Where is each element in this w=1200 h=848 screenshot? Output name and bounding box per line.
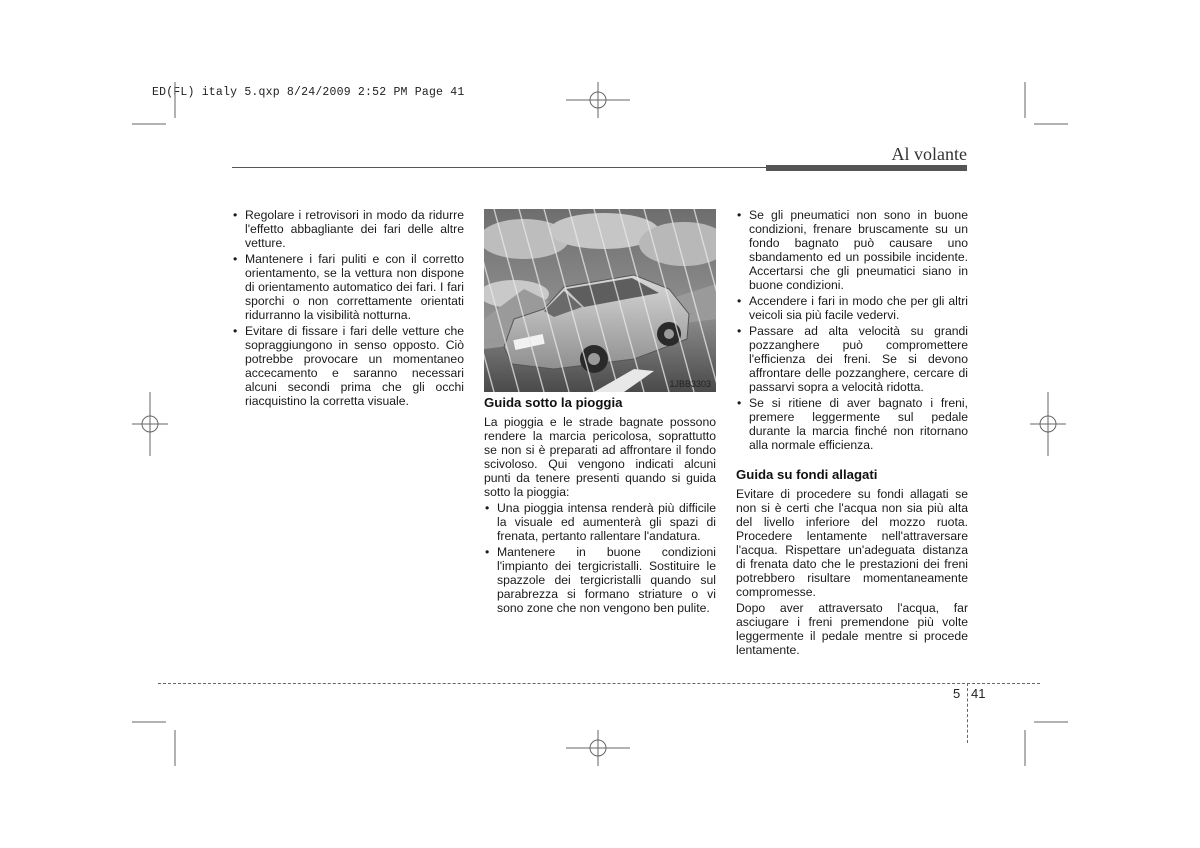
flooded-roads-paragraph: Evitare di procedere su fondi allagati se non si è certi che l'acqua non sia più alta del livello inferiore del mozzo ruota. Procedere lentamente nell'attraversare l'acqua. Rispettare un'adeguata distanza di frenata dato che le prestazioni dei freni potrebbero risultare momentaneamente compromesse. [736, 487, 968, 599]
wet-road-tips-list [736, 208, 968, 452]
headlight-tips-list [232, 208, 464, 408]
rain-driving-heading: Guida sotto la pioggia [484, 395, 623, 410]
column-1 [232, 208, 464, 410]
flooded-roads-paragraph: Dopo aver attraversato l'acqua, far asciugare i freni premendone più volte leggermente il pedale mentre si procede lentamente. [736, 601, 968, 657]
column-3 [736, 208, 968, 657]
list-item: • Se gli pneumatici non sono in buone condizioni, frenare bruscamente su un fondo bagnato può causare uno sbandamento ed un possibile incidente. Accertarsi che gli pneumatici siano in buone condizioni. [736, 208, 968, 292]
section-title: Al volante [891, 144, 967, 164]
list-item: • Accendere i fari in modo che per gli altri veicoli sia più facile vedervi. [736, 294, 968, 322]
list-item: • Mantenere in buone condizioni l'impianto dei tergicristalli. Sostituire le spazzole dei tergicristalli quando sul parabrezza si formano striature o vi sono zone che non vengono ben pulite. [484, 545, 716, 615]
header-rule-accent [766, 165, 967, 171]
rain-driving-list [484, 501, 716, 615]
rain-driving-intro: La pioggia e le strade bagnate possono rendere la marcia pericolosa, soprattutto se non si è preparati ad affrontare il fondo scivoloso. Qui vengono indicati alcuni punti da tenere presenti quando si guida sotto la pioggia: [484, 415, 716, 499]
list-item: • Mantenere i fari puliti e con il corretto orientamento, se la vettura non dispone di orientamento automatico dei fari. I fari sporchi o non correttamente orientati ridurranno la visibilità notturna. [232, 252, 464, 322]
list-item: • Regolare i retrovisori in modo da ridurre l'effetto abbagliante dei fari delle altre vetture. [232, 208, 464, 250]
column-2 [484, 396, 716, 617]
page-number-separator [967, 683, 968, 743]
figure-code: 1JBB3303 [669, 379, 711, 389]
page-number: 41 [971, 686, 986, 701]
list-item: • Una pioggia intensa renderà più difficile la visuale ed aumenterà gli spazi di frenata, pertanto rallentare l'andatura. [484, 501, 716, 543]
list-item: • Se si ritiene di aver bagnato i freni, premere leggermente sul pedale durante la marcia finché non ritornano alla normale efficienza. [736, 396, 968, 452]
car-in-rain-figure [484, 209, 716, 392]
flooded-roads-heading: Guida su fondi allagati [736, 467, 878, 482]
footer-rule [158, 683, 1040, 684]
list-item: • Passare ad alta velocità su grandi pozzanghere può compromettere l'efficienza dei freni. Se si devono affrontare delle pozzanghere, cercare di passarvi sopra a velocità ridotta. [736, 324, 968, 394]
car-in-rain-illustration [484, 209, 716, 392]
list-item: • Evitare di fissare i fari delle vetture che sopraggiungono in senso opposto. Ciò potrebbe provocare un momentaneo accecamento e saranno necessari alcuni secondi prima che gli occhi riacquistino la corretta visuale. [232, 324, 464, 408]
print-slug: ED(FL) italy 5.qxp 8/24/2009 2:52 PM Page 41 [152, 86, 465, 99]
section-number: 5 [953, 686, 961, 701]
